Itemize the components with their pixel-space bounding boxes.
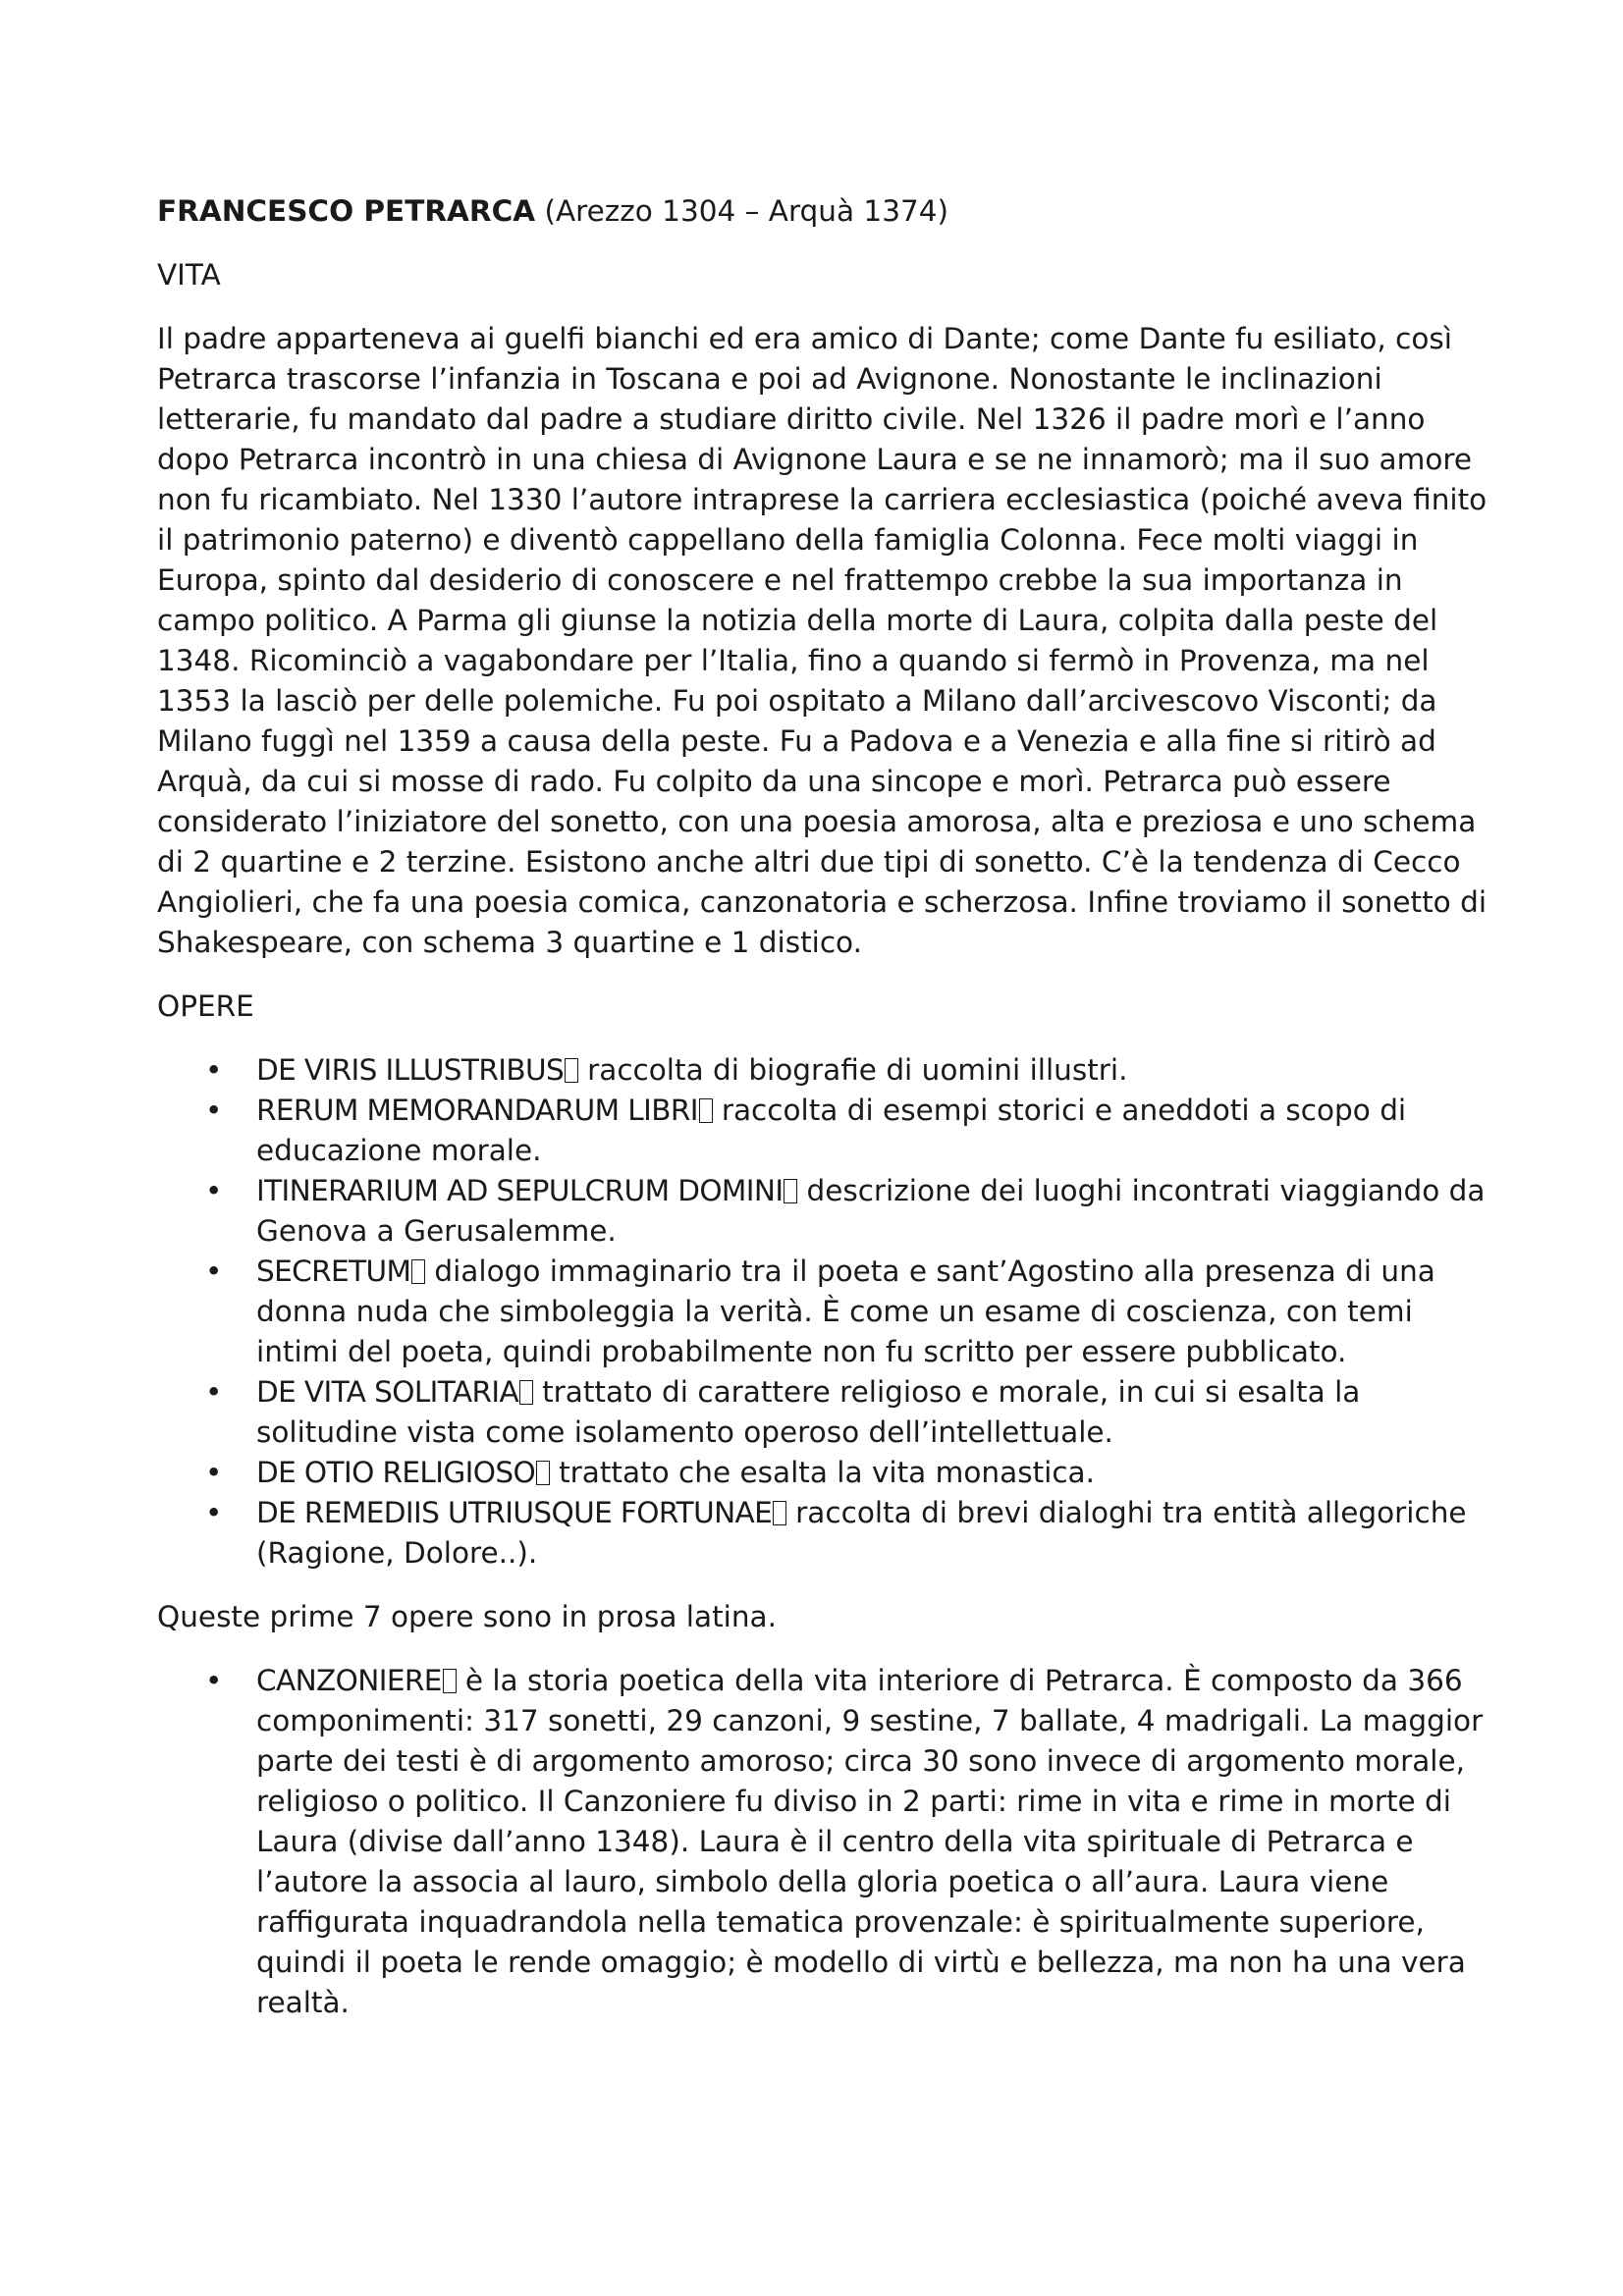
- section-heading-vita: VITA: [157, 258, 221, 292]
- document-body: [157, 191, 1488, 2047]
- work-description: raccolta di biografie di uomini illustri.: [587, 1053, 1128, 1087]
- latin-works-list: [157, 1050, 1488, 1574]
- bullet-icon: •: [205, 1053, 223, 1087]
- work-title: SECRETUM: [256, 1255, 411, 1288]
- work-description: trattato che esalta la vita monastica.: [559, 1456, 1096, 1489]
- work-title: RERUM MEMORANDARUM LIBRI: [256, 1094, 698, 1127]
- work-title: ITINERARIUM AD SEPULCRUM DOMINI: [256, 1174, 784, 1207]
- bullet-icon: •: [205, 1094, 223, 1127]
- author-name: FRANCESCO PETRARCA: [157, 194, 536, 228]
- list-item: [157, 1372, 1488, 1453]
- vita-paragraph: Il padre apparteneva ai guelfi bianchi ed era amico di Dante; come Dante fu esiliato, così Petrarca trascorse l’infanzia in Toscana e poi ad Avignone. Nonostante le inclinazioni letterarie, fu mandato dal padre a studiare diritto civile. Nel 1326 il padre morì e l’anno dopo Petrarca incontrò in una chiesa di Avignone Laura e se ne innamorò; ma il suo amore non fu ricambiato. Nel 1330 l’autore intraprese la carriera ecclesiastica (poiché aveva finito il patrimonio paterno) e diventò cappellano della famiglia Colonna. Fece molti viaggi in Europa, spinto dal desiderio di conoscere e nel frattempo crebbe la sua importanza in campo politico. A Parma gli giunse la notizia della morte di Laura, colpita dalla peste del 1348. Ricominciò a vagabondare per l’Italia, fino a quando si fermò in Provenza, ma nel 1353 la lasciò per delle polemiche. Fu poi ospitato a Milano dall’arcivescovo Visconti; da Milano fuggì nel 1359 a causa della peste. Fu a Padova e a Venezia e alla fine si ritirò ad Arquà, da cui si mosse di rado. Fu colpito da una sincope e morì. Petrarca può essere considerato l’iniziatore del sonetto, con una poesia amorosa, alta e preziosa e uno schema di 2 quartine e 2 terzine. Esistono anche altri due tipi di sonetto. C’è la tendenza di Cecco Angiolieri, che fa una poesia comica, canzonatoria e scherzosa. Infine troviamo il sonetto di Shakespeare, con schema 3 quartine e 1 distico.: [157, 322, 1488, 959]
- missing-glyph-icon: [565, 1058, 578, 1083]
- bullet-icon: •: [205, 1664, 223, 1697]
- list-item: [157, 1493, 1488, 1574]
- work-description: dialogo immaginario tra il poeta e sant’Agostino alla presenza di una donna nuda che simboleggia la verità. È come un esame di coscienza, con temi intimi del poeta, quindi probabilmente non fu scritto per essere pubblicato.: [256, 1255, 1435, 1368]
- document-title: [157, 191, 1488, 232]
- section-heading-opere: OPERE: [157, 989, 254, 1023]
- vernacular-works-list: [157, 1661, 1488, 2023]
- missing-glyph-icon: [784, 1179, 797, 1203]
- missing-glyph-icon: [699, 1098, 713, 1123]
- list-item: [157, 1171, 1488, 1252]
- missing-glyph-icon: [443, 1669, 457, 1693]
- work-title: CANZONIERE: [256, 1664, 442, 1697]
- missing-glyph-icon: [519, 1380, 533, 1405]
- bullet-icon: •: [205, 1456, 223, 1489]
- list-item: [157, 1252, 1488, 1372]
- work-title: DE REMEDIIS UTRIUSQUE FORTUNAE: [256, 1496, 773, 1529]
- missing-glyph-icon: [411, 1259, 425, 1284]
- list-item: [157, 1050, 1488, 1091]
- author-dates: (Arezzo 1304 – Arquà 1374): [544, 194, 949, 228]
- work-title: DE VIRIS ILLUSTRIBUS: [256, 1053, 565, 1087]
- work-description: trattato di carattere religioso e morale, in cui si esalta la solitudine vista come isolamento operoso dell’intellettuale.: [256, 1375, 1361, 1449]
- list-item: [157, 1091, 1488, 1171]
- work-description: raccolta di esempi storici e aneddoti a scopo di educazione morale.: [256, 1094, 1407, 1167]
- bullet-icon: •: [205, 1174, 223, 1207]
- work-description: descrizione dei luoghi incontrati viaggiando da Genova a Gerusalemme.: [256, 1174, 1486, 1248]
- missing-glyph-icon: [773, 1501, 786, 1525]
- work-title: DE VITA SOLITARIA: [256, 1375, 519, 1409]
- missing-glyph-icon: [536, 1461, 550, 1485]
- bullet-icon: •: [205, 1255, 223, 1288]
- bullet-icon: •: [205, 1375, 223, 1409]
- latin-works-note: Queste prime 7 opere sono in prosa latina.: [157, 1600, 777, 1633]
- bullet-icon: •: [205, 1496, 223, 1529]
- list-item: [157, 1661, 1488, 2023]
- work-description: raccolta di brevi dialoghi tra entità allegoriche (Ragione, Dolore..).: [256, 1496, 1467, 1570]
- work-title: DE OTIO RELIGIOSO: [256, 1456, 536, 1489]
- work-description: è la storia poetica della vita interiore di Petrarca. È composto da 366 componimenti: 317 sonetti, 29 canzoni, 9 sestine, 7 ballate, 4 madrigali. La maggior parte dei testi è di argomento amoroso; circa 30 sono invece di argomento morale, religioso o politico. Il Canzoniere fu diviso in 2 parti: rime in vita e rime in morte di Laura (divise dall’anno 1348). Laura è il centro della vita spirituale di Petrarca e l’autore la associa al lauro, simbolo della gloria poetica o all’aura. Laura viene raffigurata inquadrandola nella tematica provenzale: è spiritualmente superiore, quindi il poeta le rende omaggio; è modello di virtù e bellezza, ma non ha una vera realtà.: [256, 1664, 1484, 2019]
- list-item: [157, 1453, 1488, 1493]
